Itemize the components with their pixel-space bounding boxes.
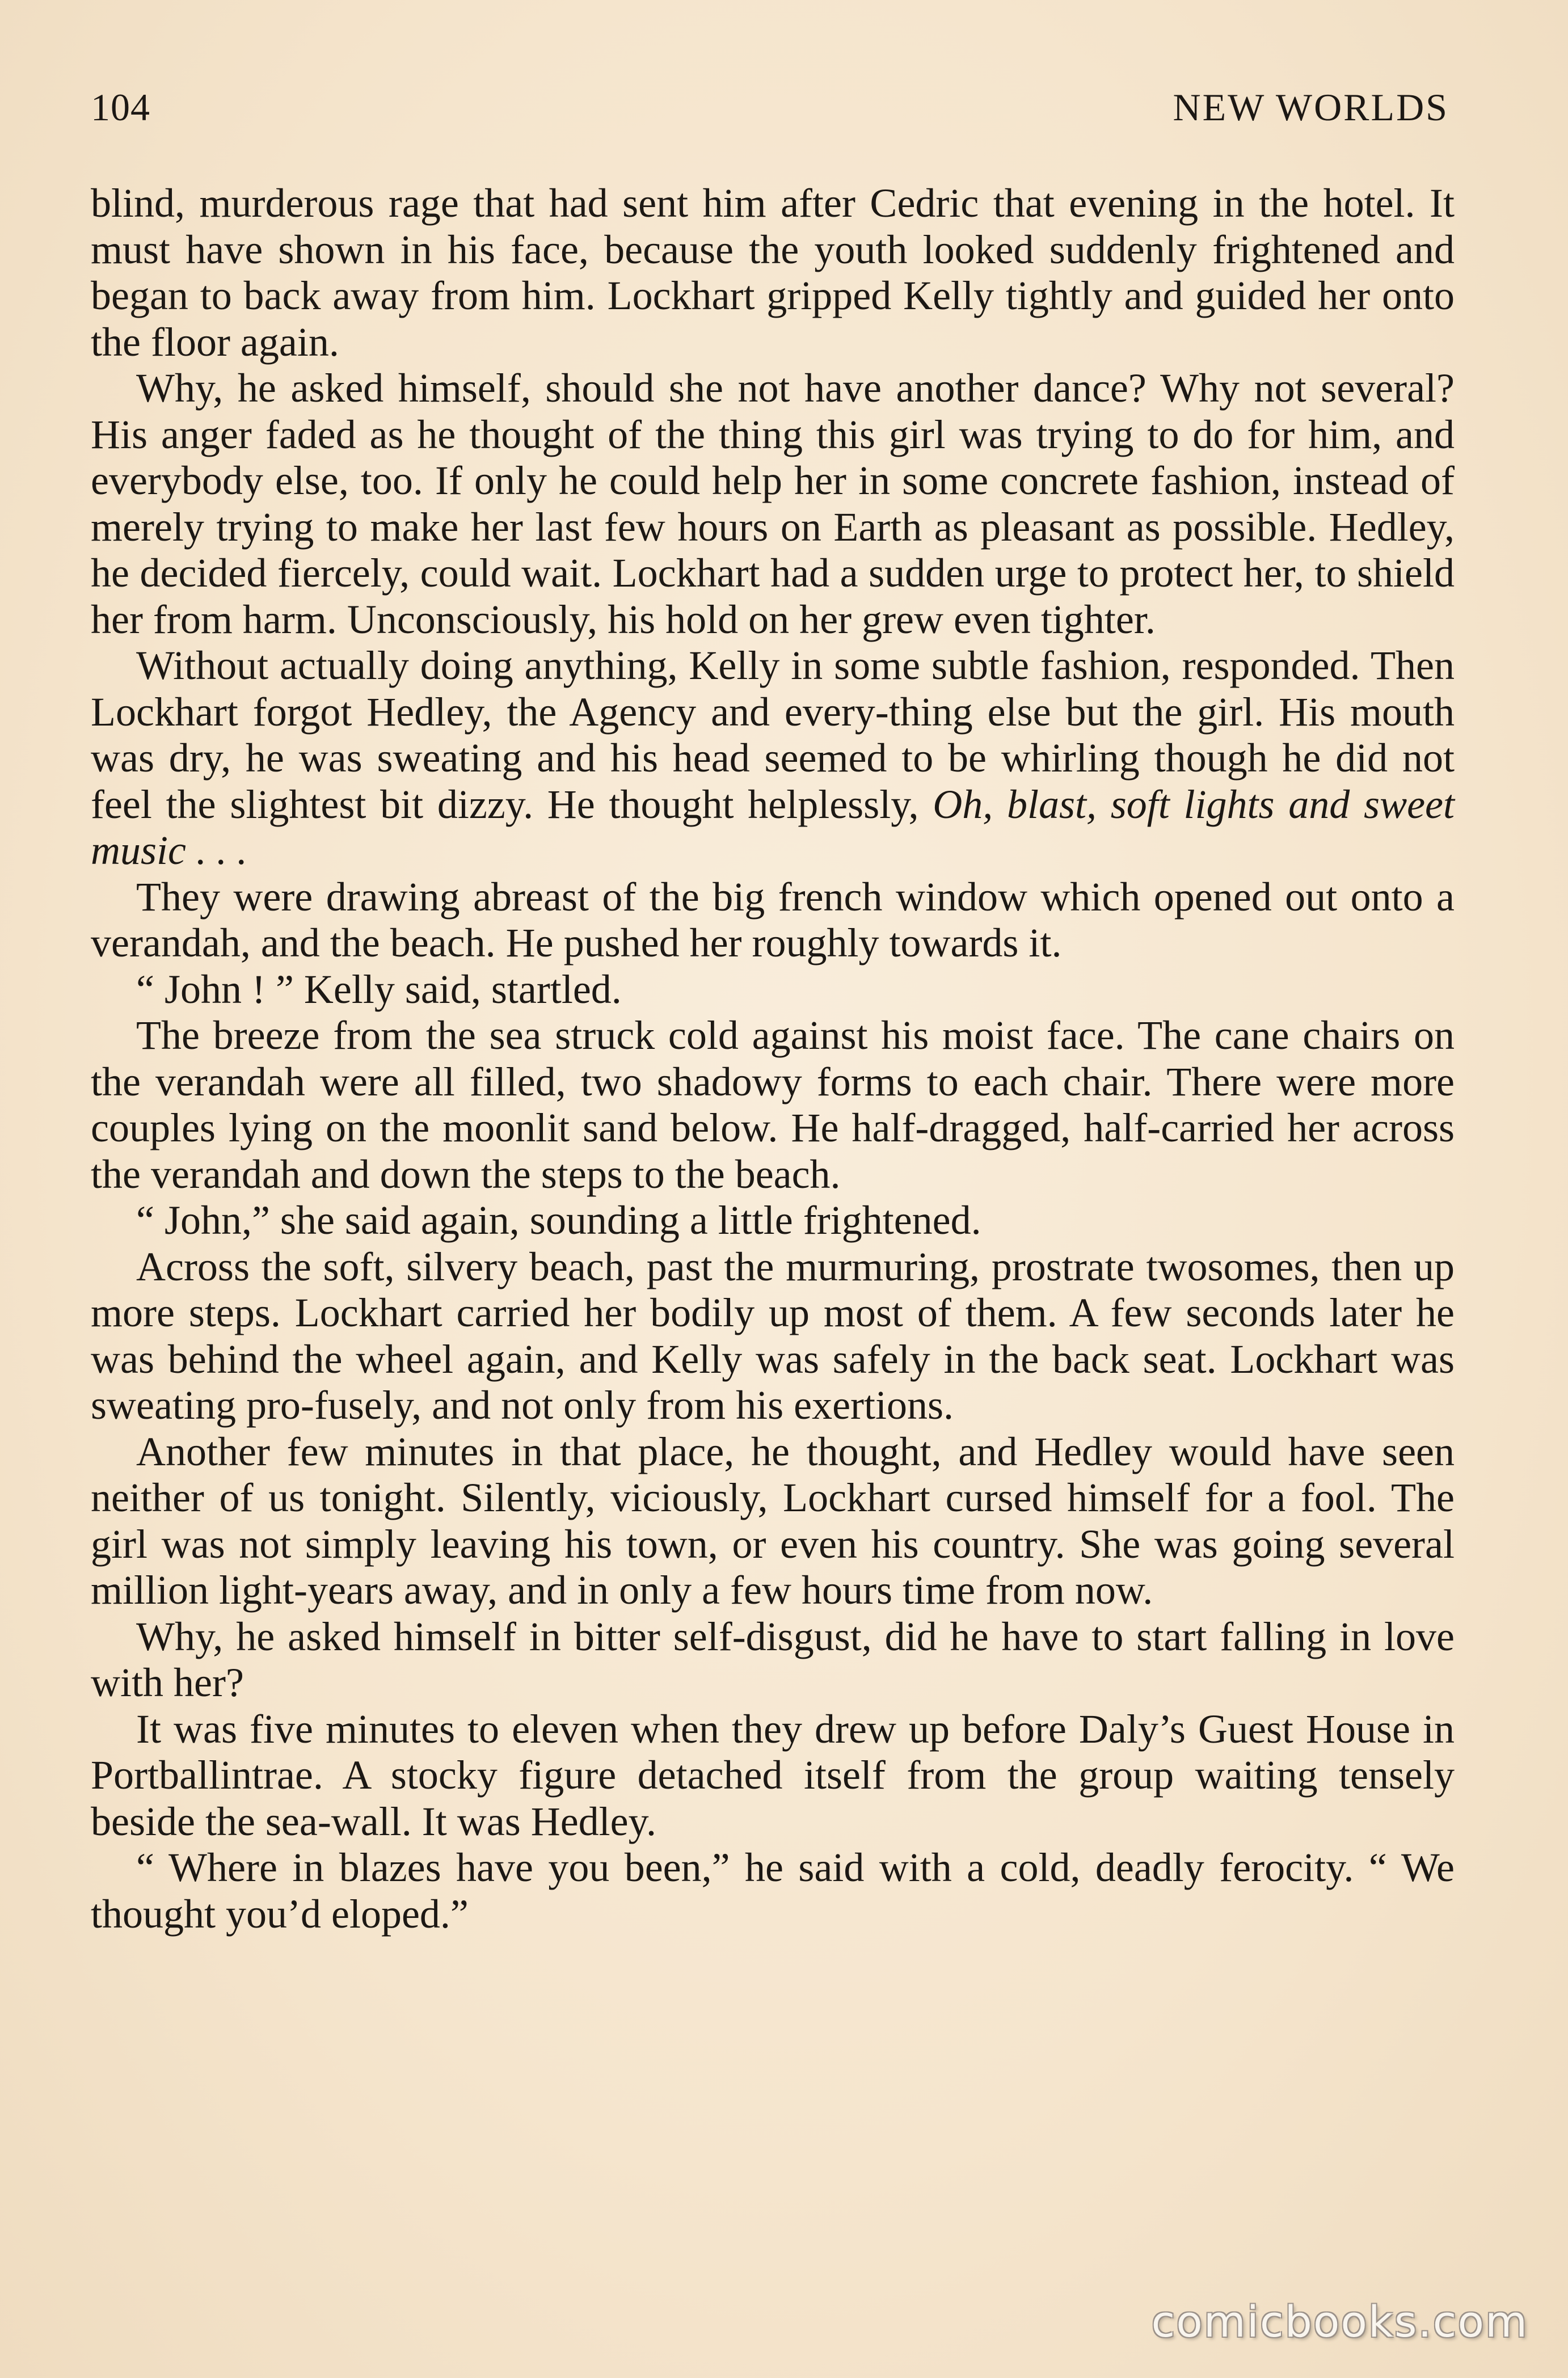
paragraph: Another few minutes in that place, he thought, and Hedley would have seen neither of us tonight. Silently, viciously, Lockhart cursed himself for a fool. The girl was not simply leaving his town, or even his country. She was going several million light-years away, and in only a few hours time from now. xyxy=(91,1428,1455,1613)
body-text xyxy=(91,180,1455,1937)
paragraph: “ John,” she said again, sounding a little frightened. xyxy=(136,1198,981,1243)
paragraph: Without actually doing anything, Kelly in some subtle fashion, responded. Then Lockhart forgot Hedley, the Agency and every-thing else but the girl. His mouth was dry, he was sweating and his head seemed to be whirling though he did not feel the slightest bit dizzy. He thought helplessly, Oh, blast, soft lights and sweet music . . . xyxy=(91,643,1455,873)
paragraph: They were drawing abreast of the big french window which opened out onto a verandah, and the beach. He pushed her roughly towards it. xyxy=(91,874,1455,965)
paragraph: “ Where in blazes have you been,” he said with a cold, deadly ferocity. “ We thought you’d eloped.” xyxy=(91,1845,1455,1937)
paragraph: “ John ! ” Kelly said, startled. xyxy=(136,966,622,1012)
paragraph: It was five minutes to eleven when they drew up before Daly’s Guest House in Portballintrae. A stocky figure detached itself from the group waiting tensely beside the sea-wall. It was Hedley. xyxy=(91,1706,1455,1844)
running-head: NEW WORLDS xyxy=(1173,86,1449,129)
paragraph: blind, murderous rage that had sent him after Cedric that evening in the hotel. It must have shown in his face, because the youth looked suddenly frightened and began to back away from him. Lockhart gripped Kelly tightly and guided her onto the floor again. xyxy=(91,180,1455,365)
italic-phrase: Oh, blast, soft lights and sweet music . . . xyxy=(91,781,1455,873)
page-header xyxy=(91,85,1449,142)
paragraph: Across the soft, silvery beach, past the murmuring, prostrate twosomes, then up more steps. Lockhart carried her bodily up most of them. A few seconds later he was behind the wheel again, and Kelly was safely in the back seat. Lockhart was sweating pro-fusely, and not only from his exertions. xyxy=(91,1243,1455,1428)
paragraph: Why, he asked himself in bitter self-disgust, did he have to start falling in love with her? xyxy=(91,1613,1455,1705)
paragraph: Why, he asked himself, should she not have another dance? Why not several? His anger faded as he thought of the thing this girl was trying to do for him, and everybody else, too. If only he could help her in some concrete fashion, instead of merely trying to make her last few hours on Earth as pleasant as possible. Hedley, he decided fiercely, could wait. Lockhart had a sudden urge to protect her, to shield her from harm. Unconsciously, his hold on her grew even tighter. xyxy=(91,365,1455,642)
watermark: comicbooks.com xyxy=(1151,2296,1528,2347)
page-number: 104 xyxy=(91,86,150,129)
paragraph: The breeze from the sea struck cold against his moist face. The cane chairs on the verandah were all filled, two shadowy forms to each chair. There were more couples lying on the moonlit sand below. He half-dragged, half-carried her across the verandah and down the steps to the beach. xyxy=(91,1013,1455,1197)
